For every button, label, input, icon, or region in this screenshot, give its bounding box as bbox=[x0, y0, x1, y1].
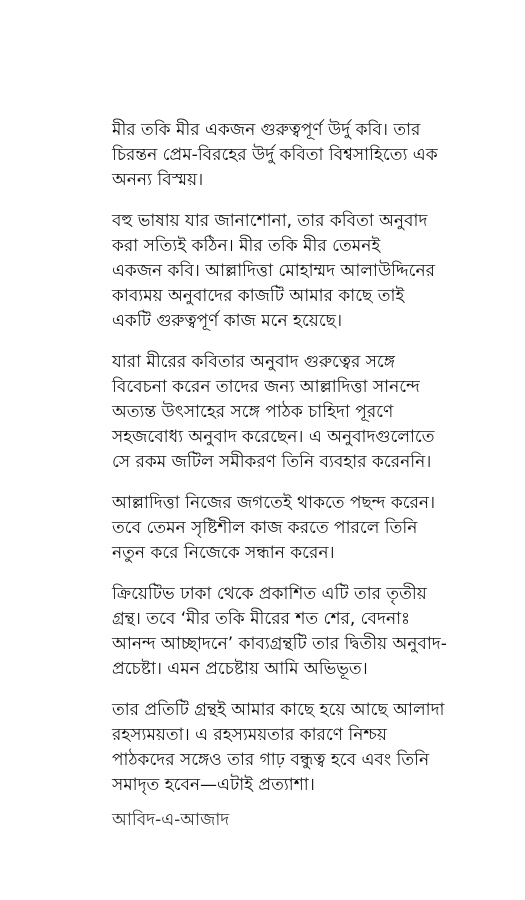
paragraph-line: তার প্রতিটি গ্রন্থই আমার কাছে হয়ে আছে আলাদা bbox=[112, 700, 445, 720]
paragraph-3 bbox=[112, 350, 492, 475]
paragraph-line: একজন কবি। আল্লাদিত্তা মোহাম্মদ আলাউদ্দিনের bbox=[112, 261, 435, 281]
author-signature: আবিদ-এ-আজাদ bbox=[112, 810, 230, 830]
paragraph-line: ক্রিয়েটিভ ঢাকা থেকে প্রকাশিত এটি তার তৃতীয় bbox=[112, 584, 427, 604]
paragraph-2 bbox=[112, 209, 492, 334]
paragraph-line: চিরন্তন প্রেম-বিরহের উর্দু কবিতা বিশ্বসাহিত্যে এক bbox=[112, 145, 438, 165]
document-body bbox=[112, 118, 492, 814]
paragraph-line: পাঠকদের সঙ্গেও তার গাঢ় বন্ধুত্ব হবে এবং তিনি bbox=[112, 750, 430, 770]
paragraph-line: সহজবোধ্য অনুবাদ করেছেন। এ অনুবাদগুলোতে bbox=[112, 427, 435, 447]
paragraph-line: বিবেচনা করেন তাদের জন্য আল্লাদিত্তা সানন্দে bbox=[112, 377, 420, 397]
paragraph-line: কাব্যময় অনুবাদের কাজটি আমার কাছে তাই bbox=[112, 286, 405, 306]
paragraph-line: মীর তকি মীর একজন গুরুত্বপূর্ণ উর্দু কবি। তার bbox=[112, 120, 421, 140]
paragraph-line: আল্লাদিত্তা নিজের জগতেই থাকতে পছন্দ করেন। bbox=[112, 493, 436, 513]
paragraph-line: গ্রন্থ। তবে ‘মীর তকি মীরের শত শের, বেদনাঃ bbox=[112, 609, 411, 629]
paragraph-line: করা সত্যিই কঠিন। মীর তকি মীর তেমনই bbox=[112, 236, 381, 256]
paragraph-5 bbox=[112, 582, 492, 682]
paragraph-line: তবে তেমন সৃষ্টিশীল কাজ করতে পারলে তিনি bbox=[112, 518, 418, 538]
paragraph-line: সমাদৃত হবেন—এটাই প্রত্যাশা। bbox=[112, 775, 315, 795]
paragraph-line: রহস্যময়তা। এ রহস্যময়তার কারণে নিশ্চয় bbox=[112, 725, 387, 745]
paragraph-line: একটি গুরুত্বপূর্ণ কাজ মনে হয়েছে। bbox=[112, 311, 343, 331]
paragraph-line: আনন্দ আচ্ছাদনে’ কাব্যগ্রন্থটি তার দ্বিতীয় অনুবাদ- bbox=[112, 634, 447, 654]
paragraph-6 bbox=[112, 698, 492, 798]
paragraph-line: প্রচেষ্টা। এমন প্রচেষ্টায় আমি অভিভূত। bbox=[112, 659, 368, 679]
paragraph-4 bbox=[112, 491, 492, 566]
paragraph-1 bbox=[112, 118, 492, 193]
paragraph-line: বহু ভাষায় যার জানাশোনা, তার কবিতা অনুবাদ bbox=[112, 211, 428, 231]
paragraph-line: সে রকম জটিল সমীকরণ তিনি ব্যবহার করেননি। bbox=[112, 452, 432, 472]
paragraph-line: অনন্য বিস্ময়। bbox=[112, 170, 204, 190]
paragraph-line: নতুন করে নিজেকে সন্ধান করেন। bbox=[112, 543, 335, 563]
paragraph-line: যারা মীরের কবিতার অনুবাদ গুরুত্বের সঙ্গে bbox=[112, 352, 396, 372]
paragraph-line: অত্যন্ত উৎসাহের সঙ্গে পাঠক চাহিদা পূরণে bbox=[112, 402, 394, 422]
